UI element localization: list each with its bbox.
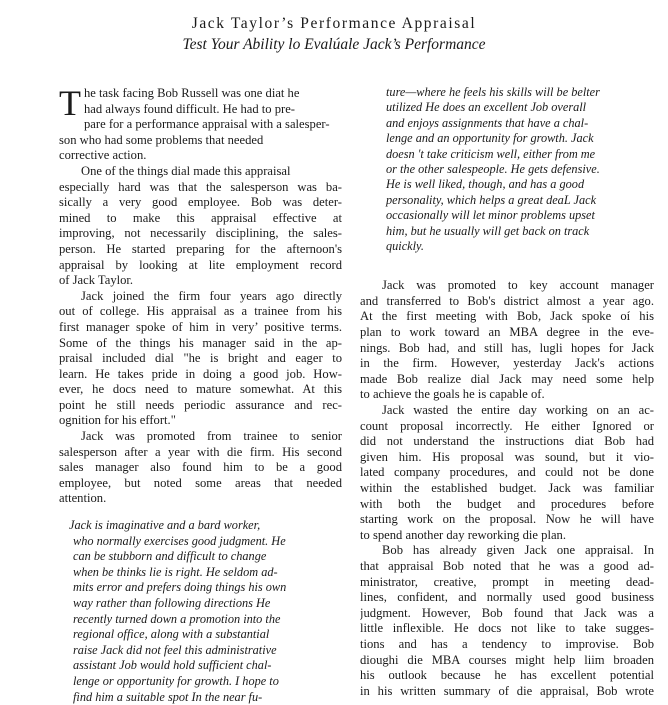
text-line: had always found difficult. He had to pre- <box>84 101 296 116</box>
text-line: salesperson after a year with die firm. His second <box>59 444 342 459</box>
text-line: plan to work toward an MBA degree in the eve- <box>360 325 654 340</box>
quote-line: He is well liked, though, and has a good <box>386 177 585 192</box>
text-line: with both the budget and procedures before <box>360 496 654 511</box>
text-line: judgment. However, Bob found that Jack was a <box>360 605 654 620</box>
text-line: in his written summary of die appraisal, Bob wrote <box>360 683 654 698</box>
page-subtitle: Test Your Ability lo Evalúale Jack’s Performance <box>182 36 486 53</box>
drop-cap: T <box>59 83 81 123</box>
quote-line: way rather than following directions He <box>73 596 271 610</box>
appraisal-quote <box>59 518 342 705</box>
quote-line: occasionally will let minor problems upset <box>386 208 595 223</box>
text-line: given him. His proposal was sound, but it vio- <box>360 449 654 464</box>
quote-line: and enjoys assignments that have a chal- <box>386 115 589 130</box>
text-line: tions and has a tendency to improvise. Bob <box>360 636 654 651</box>
text-line: sales manager also found him to be a good <box>59 460 342 475</box>
text-line: At the first meeting with Bob, Jack spoke oí his <box>360 309 654 324</box>
text-line: One of the things dial made this appraisal <box>81 163 291 178</box>
quote-line: or the other salespeople. He gets defensive. <box>386 161 600 176</box>
text-line: first manager spoke of him in very’ positive terms. <box>59 319 342 334</box>
text-line: praisal included dial "he is bright and eager to <box>59 351 342 366</box>
text-line: that appraisal Bob noted that he was a good ad- <box>360 558 654 573</box>
quote-line: recently turned down a promotion into the <box>73 611 281 626</box>
text-line: within the established budget. Jack was familiar <box>360 481 654 496</box>
text-line: Jack joined the firm four years ago directly <box>81 288 342 303</box>
text-line: starting work on the proposal. Now he will have <box>360 512 654 527</box>
text-line: to spend another day reworking die plan. <box>360 527 566 542</box>
quote-line: doesn 't take criticism well, either from me <box>386 146 596 161</box>
quote-line: regional office, along with a substantial <box>73 627 270 642</box>
text-line: Jack was promoted to key account manager <box>382 278 654 293</box>
text-line: Some of the things his manager said in the ap- <box>59 335 342 350</box>
text-line: person. He started preparing for the afternoon's <box>59 241 342 256</box>
text-line: Jack wasted the entire day working on an ac- <box>382 403 654 418</box>
text-line: employee, but noted some areas that needed <box>59 475 342 490</box>
text-line: son who had some problems that needed <box>59 132 264 147</box>
text-line: lated company procedures, and could not be done <box>360 465 654 480</box>
text-line: attention. <box>59 491 107 506</box>
quote-line: personality, which helps a great deaL Jack <box>386 192 597 207</box>
text-line: he task facing Bob Russell was one diat he <box>84 86 300 100</box>
text-line: his outlook because he has excellent potential <box>360 668 654 683</box>
text-line: did not understand the instructions diat Bob had <box>360 434 654 449</box>
text-line: little inflexible. He docs not like to take sugges- <box>360 621 654 636</box>
right-column <box>360 85 654 699</box>
text-line: Bob has already given Jack one appraisal. In <box>382 543 654 558</box>
text-line: learn. He takes pride in doing a good job. How- <box>59 366 342 381</box>
text-line: ever, he docs need to mature somewhat. At this <box>59 382 342 397</box>
quote-line: assistant Job would hold sufficient chal- <box>73 658 272 673</box>
text-line: Jack was promoted from trainee to senior <box>81 429 342 444</box>
quote-line: quickly. <box>386 238 424 253</box>
quote-line: when be thinks lie is right. He seldom ad- <box>73 564 278 579</box>
text-line: lines, confident, and normally used good business <box>360 590 654 605</box>
quote-line: him, but he usually will get back on track <box>386 223 590 238</box>
text-line: count proposal incorrectly. He either Ignored or <box>360 418 654 433</box>
quote-line: utilized He does an excellent Job overall <box>386 100 587 115</box>
text-line: nings. Bob had, and still has, lugli hopes for Jack <box>360 340 654 355</box>
body-text <box>360 278 654 699</box>
quote-line: lenge or opportunity for growth. I hope to <box>73 673 279 688</box>
text-line: in the firm. However, yesterday Jack's actions <box>360 356 654 371</box>
quote-line: can be stubborn and difficult to change <box>73 549 267 564</box>
text-line: to achieve the goals he is capable of. <box>360 387 545 402</box>
left-column <box>59 83 342 705</box>
text-line: of Jack Taylor. <box>59 273 134 288</box>
text-line: and transferred to Bob's district almost a year ago. <box>360 293 654 308</box>
page-title: Jack Taylor’s Performance Appraisal <box>191 15 477 32</box>
text-line: appraisal by looking at lite employment record <box>59 257 342 272</box>
text-line: ministrator, creative, prompt in meeting dead- <box>360 574 654 589</box>
text-line: mined to make this appraisal effective at <box>59 210 342 225</box>
text-line: sically a very good employee. Bob was deter- <box>59 195 342 210</box>
text-line: point he still needs periodic assurance and rec- <box>59 397 342 412</box>
text-line: out of college. His appraisal as a trainee from his <box>59 304 342 319</box>
text-line: corrective action. <box>59 148 147 163</box>
appraisal-quote-continued <box>360 85 654 254</box>
quote-line: find him a suitable spot In the near fu- <box>73 689 263 704</box>
text-line: dioughi die MBA courses might help liim broaden <box>360 652 654 667</box>
quote-line: who normally exercises good judgment. He <box>73 533 286 548</box>
text-line: made Bob realize dial Jack may need some help <box>360 371 654 386</box>
quote-line: mits error and prefers doing things his own <box>73 580 287 595</box>
text-line: ognition for his effort." <box>59 413 176 428</box>
text-line: pare for a performance appraisal with a salesper- <box>84 117 330 132</box>
quote-line: lenge and an opportunity for growth. Jack <box>386 131 594 146</box>
quote-line: ture—where he feels his skills will be belter <box>386 85 600 99</box>
quote-line: Jack is imaginative and a bard worker, <box>69 518 261 533</box>
text-line: improving, not necessarily disciplining, the sales- <box>59 226 342 241</box>
text-line: especially hard was that the salesperson was ba- <box>59 179 342 194</box>
quote-line: raise Jack did not feel this administrative <box>73 642 277 657</box>
